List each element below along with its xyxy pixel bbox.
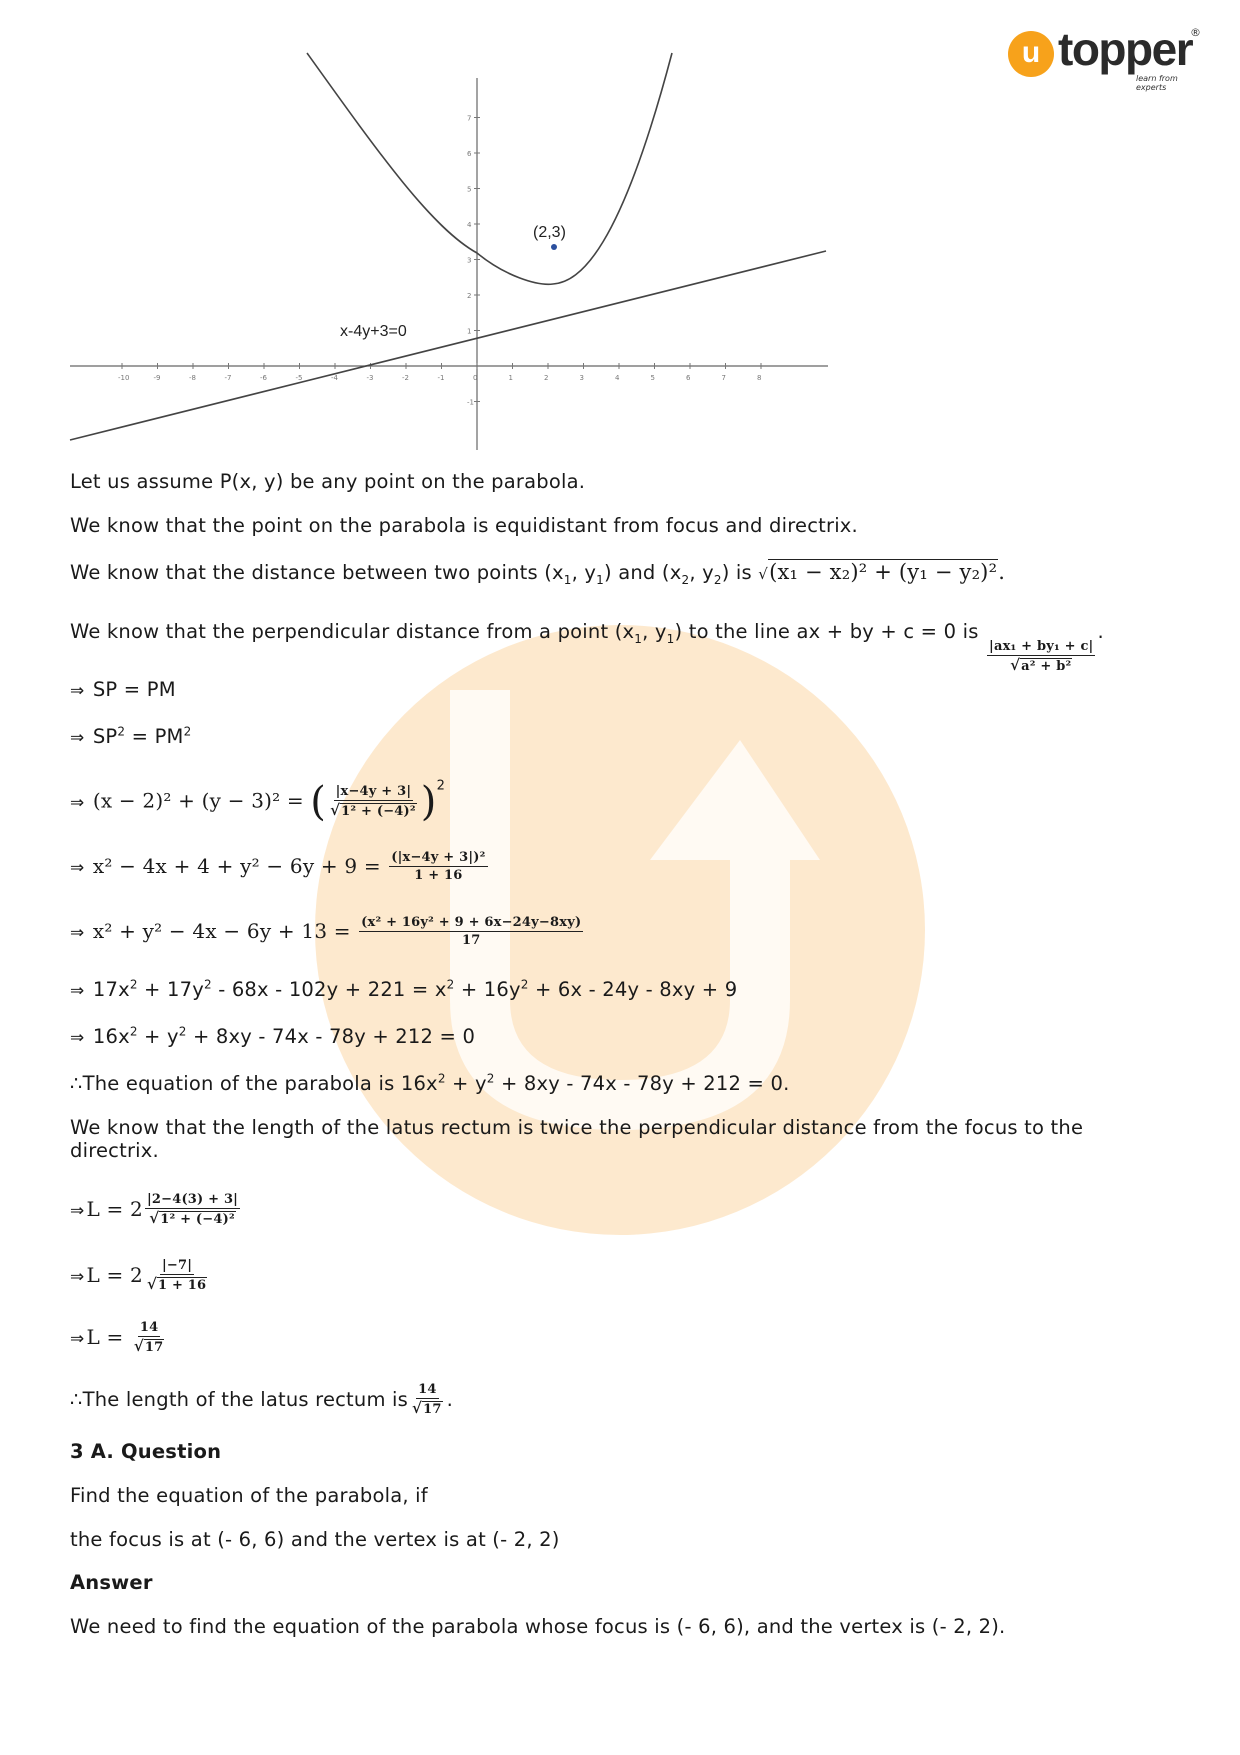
x-tick-label: 0	[473, 374, 478, 382]
logo-tagline: learn from experts	[1136, 74, 1178, 92]
question-text-2: the focus is at (- 6, 6) and the vertex is at (- 2, 2)	[70, 1528, 560, 1551]
step-sp2-pm2: ⇒ $SP^2 = PM^2$	[70, 724, 192, 748]
perpendicular-formula-line: We know that the perpendicular distance from a point ($x_1$, $y_1$) to the line ax + by + c = 0 is $\frac{\text{|ax₁ + by₁ + c|}}{\text{√a² + b²}}$ .	[70, 620, 1104, 674]
x-tick-label: -10	[118, 374, 130, 382]
question-text-1: Find the equation of the parabola, if	[70, 1484, 428, 1507]
logo-registered: ®	[1190, 26, 1201, 39]
x-tick-label: 7	[721, 374, 726, 382]
brand-logo	[1008, 23, 1208, 92]
y-tick-label: 5	[467, 185, 472, 194]
directrix-label: x-4y+3=0	[340, 323, 407, 340]
y-tick-label: 7	[467, 114, 472, 123]
step-eq7: ⇒ $16x^2 + y^2 + 8xy - 74x - 78y + 212 = 0$	[70, 1024, 476, 1048]
parabola-curve	[307, 53, 672, 284]
x-tick-label: -6	[260, 374, 267, 382]
step-L3: ⇒ L = $\frac{14}{√17}$	[70, 1320, 164, 1355]
y-tick-marks	[467, 115, 480, 407]
y-tick-label: -1	[467, 398, 474, 407]
x-tick-label: 5	[650, 374, 655, 382]
text-line-2: We know that the point on the parabola is equidistant from focus and directrix.	[70, 514, 858, 537]
focus-label: (2,3)	[533, 224, 566, 241]
step-L2: ⇒ L = 2 $\frac{|-7|}{√1 + 16}$	[70, 1258, 207, 1293]
x-tick-label: 3	[579, 374, 584, 382]
conclusion-latus-rectum: ∴The length of the latus rectum is $\frac{14}{√17}$ .	[70, 1382, 454, 1417]
y-tick-label: 1	[467, 327, 472, 336]
x-tick-label: -8	[189, 374, 196, 382]
y-tick-label: 6	[467, 150, 472, 158]
x-tick-label: 1	[508, 374, 513, 382]
y-tick-label: 4	[467, 221, 472, 229]
x-tick-label: -9	[153, 374, 161, 382]
x-tick-label: -3	[366, 374, 374, 382]
latus-rectum-text-1: We know that the length of the latus rectum is twice the perpendicular distance from the focus to the	[70, 1116, 1084, 1139]
x-tick-label: 2	[544, 374, 549, 382]
logo-u-icon: u	[1008, 31, 1054, 77]
perpendicular-fraction: $\frac{\text{|ax₁ + by₁ + c|}}{\text{√a² + b²}}$	[989, 639, 1094, 674]
step-L1: ⇒ L = 2 $\frac{|2-4(3) + 3|}{\text{√1² + (−4)²}}$	[70, 1192, 239, 1227]
conclusion-equation: ∴The equation of the parabola is $16x^2 + y^2 + 8xy - 74x - 78y + 212 = 0$.	[70, 1071, 790, 1095]
x-tick-label: -1	[437, 374, 445, 382]
y-tick-label: 2	[467, 292, 472, 300]
latus-rectum-text-2: directrix.	[70, 1139, 159, 1162]
x-tick-label: -5	[295, 374, 303, 382]
distance-formula-line: We know that the distance between two points ($x_1$, $y_1$) and ($x_2$, $y_2$) is √(x₁ − x₂)² + (y₁ − y₂)².	[70, 560, 1006, 587]
parabola-graph	[60, 50, 840, 455]
answer-text-1: We need to find the equation of the parabola whose focus is (- 6, 6), and the vertex is (- 2, 2).	[70, 1615, 1006, 1638]
x-tick-label: -7	[224, 374, 232, 382]
step-eq5: ⇒ x² + y² − 4x − 6y + 13 = $\frac{\text{(x² + 16y² + 9 + 6x−24y−8xy)}}{17}$	[70, 915, 582, 948]
y-tick-label: 3	[467, 256, 472, 265]
x-tick-label: -2	[402, 374, 409, 382]
answer-heading: Answer	[70, 1571, 153, 1594]
x-tick-label: 6	[686, 374, 691, 382]
distance-formula: √(x₁ − x₂)² + (y₁ − y₂)².	[758, 560, 1006, 584]
step-sp-pm: ⇒ SP = PM	[70, 678, 176, 701]
x-tick-label: 8	[757, 374, 762, 382]
x-tick-label: -4	[331, 374, 338, 382]
step-eq4: ⇒ x² − 4x + 4 + y² − 6y + 9 = $\frac{\text{(|x−4y + 3|)²}}{1 + 16}$	[70, 850, 486, 883]
text-line-1: Let us assume P(x, y) be any point on the parabola.	[70, 470, 586, 493]
logo-text: topper	[1058, 23, 1193, 75]
focus-point	[551, 244, 557, 250]
step-eq3: ⇒ (x − 2)² + (y − 3)² = ( $\frac{|x-4y + 3|}{\text{√1² + (−4)²}}$ )$^2$	[70, 778, 446, 825]
x-tick-label: 4	[615, 374, 620, 382]
directrix-line	[70, 251, 826, 440]
step-eq6: ⇒ $17x^2 + 17y^2 - 68x - 102y + 221 = x^2 + 16y^2 + 6x - 24y - 8xy + 9$	[70, 977, 738, 1001]
question-heading: 3 A. Question	[70, 1440, 222, 1463]
